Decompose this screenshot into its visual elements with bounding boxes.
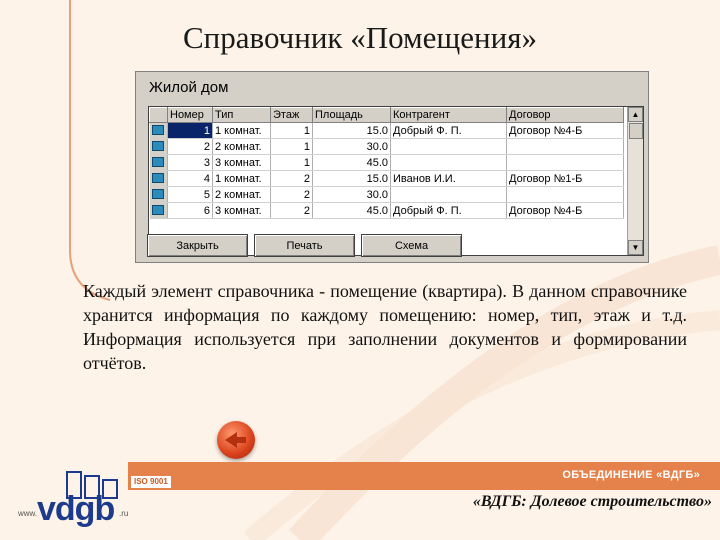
cell-type[interactable]: 3 комнат.: [213, 203, 271, 219]
cell-contract[interactable]: Договор №4-Б: [507, 123, 624, 139]
header-indicator: [150, 108, 168, 123]
logo-text: vdgb: [37, 490, 115, 528]
cell-counterparty[interactable]: Иванов И.И.: [391, 171, 507, 187]
record-icon: [150, 139, 168, 155]
record-icon: [150, 155, 168, 171]
record-icon: [150, 187, 168, 203]
cell-number[interactable]: 3: [168, 155, 213, 171]
cell-area[interactable]: 30.0: [313, 187, 391, 203]
cell-type[interactable]: 1 комнат.: [213, 123, 271, 139]
cell-counterparty[interactable]: Добрый Ф. П.: [391, 203, 507, 219]
column-header-area[interactable]: Площадь: [313, 108, 391, 123]
table-row[interactable]: [150, 187, 624, 203]
tagline: «ВДГБ: Долевое строительство»: [472, 493, 712, 510]
slide-description: Каждый элемент справочника - помещение (квартира). В данном справочнике хранится информация по каждому помещению: номер, тип, этаж и т.д. Информация используется при заполнении документов и формировании отчётов.: [83, 281, 687, 373]
cell-contract[interactable]: [507, 139, 624, 155]
scroll-thumb[interactable]: [629, 123, 643, 139]
table-row[interactable]: [150, 139, 624, 155]
cell-number[interactable]: 2: [168, 139, 213, 155]
cell-area[interactable]: 30.0: [313, 139, 391, 155]
record-icon: [150, 171, 168, 187]
organization-name: ОБЪЕДИНЕНИЕ «ВДГБ»: [562, 469, 700, 481]
close-button[interactable]: Закрыть: [147, 234, 248, 257]
column-header-counterparty[interactable]: Контрагент: [391, 108, 507, 123]
cell-floor[interactable]: 2: [271, 203, 313, 219]
table-row[interactable]: [150, 123, 624, 139]
record-icon: [150, 203, 168, 219]
cell-type[interactable]: 2 комнат.: [213, 187, 271, 203]
cell-area[interactable]: 15.0: [313, 123, 391, 139]
cell-floor[interactable]: 2: [271, 187, 313, 203]
cell-number[interactable]: 5: [168, 187, 213, 203]
cell-contract[interactable]: [507, 187, 624, 203]
logo-domain: .ru: [119, 509, 129, 518]
cell-floor[interactable]: 2: [271, 171, 313, 187]
cell-area[interactable]: 15.0: [313, 171, 391, 187]
cell-contract[interactable]: [507, 155, 624, 171]
back-button[interactable]: [217, 421, 255, 459]
logo-www: www.: [18, 509, 38, 518]
cell-counterparty[interactable]: [391, 187, 507, 203]
cell-floor[interactable]: 1: [271, 123, 313, 139]
cell-type[interactable]: 2 комнат.: [213, 139, 271, 155]
table-row[interactable]: [150, 171, 624, 187]
cell-counterparty[interactable]: Добрый Ф. П.: [391, 123, 507, 139]
scroll-down-arrow-icon[interactable]: ▼: [628, 240, 643, 255]
cell-contract[interactable]: Договор №1-Б: [507, 171, 624, 187]
cell-floor[interactable]: 1: [271, 139, 313, 155]
cell-type[interactable]: 1 комнат.: [213, 171, 271, 187]
cell-counterparty[interactable]: [391, 155, 507, 171]
cell-counterparty[interactable]: [391, 139, 507, 155]
column-header-floor[interactable]: Этаж: [271, 108, 313, 123]
slide-title: Справочник «Помещения»: [183, 20, 537, 55]
cell-number[interactable]: 4: [168, 171, 213, 187]
cell-type[interactable]: 3 комнат.: [213, 155, 271, 171]
record-icon: [150, 123, 168, 139]
column-header-type[interactable]: Тип: [213, 108, 271, 123]
cell-floor[interactable]: 1: [271, 155, 313, 171]
print-button[interactable]: Печать: [254, 234, 355, 257]
cell-number[interactable]: 6: [168, 203, 213, 219]
cell-contract[interactable]: Договор №4-Б: [507, 203, 624, 219]
column-header-contract[interactable]: Договор: [507, 108, 624, 123]
scheme-button[interactable]: Схема: [361, 234, 462, 257]
column-header-number[interactable]: Номер: [168, 108, 213, 123]
vertical-scrollbar[interactable]: [627, 107, 643, 255]
vdgb-logo[interactable]: [17, 470, 137, 530]
table-header-row: [150, 108, 624, 123]
cell-number[interactable]: 1: [168, 123, 213, 139]
cell-area[interactable]: 45.0: [313, 155, 391, 171]
scroll-up-arrow-icon[interactable]: ▲: [628, 107, 643, 122]
table-row[interactable]: [150, 155, 624, 171]
rooms-directory-window: [135, 71, 649, 263]
footer-banner: [128, 462, 720, 490]
iso-badge: ISO 9001: [131, 476, 171, 488]
window-title: Жилой дом: [149, 79, 229, 96]
cell-area[interactable]: 45.0: [313, 203, 391, 219]
table-row[interactable]: [150, 203, 624, 219]
